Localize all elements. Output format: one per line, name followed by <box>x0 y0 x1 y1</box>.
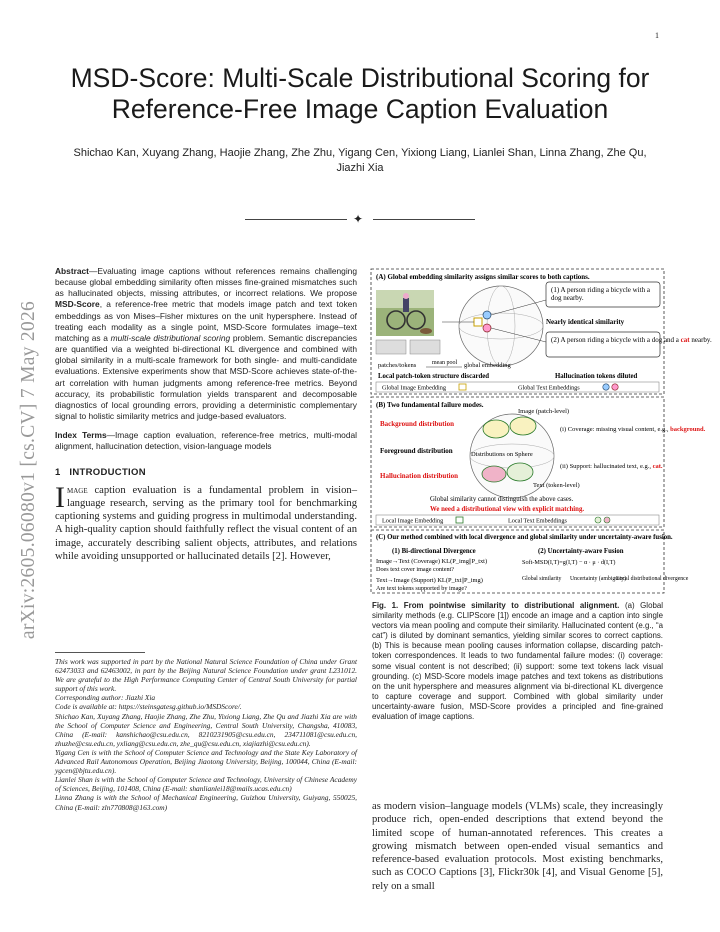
text-token-level-label: Text (token-level) <box>533 482 580 489</box>
photo-rider <box>403 298 409 312</box>
caption-1: (1) A person riding a bicycle with a dog nearby. <box>551 286 650 303</box>
local-discarded-label: Local patch-token structure discarded <box>378 373 490 380</box>
index-terms <box>55 430 357 452</box>
footnotes <box>55 657 357 812</box>
photo-dog <box>420 328 432 334</box>
legend-local-image-square-icon <box>456 517 463 523</box>
support-note: (ii) Support: hallucinated text, e.g., cat. <box>560 463 663 470</box>
abstract-text-1: —Evaluating image captions without references remains challenging because global embedding similarity often misses fine-grained mismatches such as hallucinated objects, missing attributes, or incorrect relations. We propose <box>55 266 357 299</box>
hallucination-cluster <box>482 466 506 482</box>
section-heading <box>55 467 357 478</box>
text-cluster <box>507 463 533 481</box>
image-patch-level-label: Image (patch-level) <box>518 408 570 415</box>
legend-image-square-icon <box>459 384 466 390</box>
text-doc-icon <box>410 340 440 354</box>
index-terms-label: Index Terms <box>55 430 107 441</box>
footnote-affiliation-ucas: Lianlei Shan is with the School of Computer Science and Technology, University of Chinese Academy of Sciences, Beijing, 101408, China (E-mail: shanlianlei18@mails.ucas.edu.cn) <box>55 775 357 794</box>
index-terms-text: —Image caption evaluation, reference-free metrics, multi-modal alignment, hallucination detection, vision-language models <box>55 430 358 452</box>
paper-title: MSD-Score: Multi-Scale Distributional Scoring for Reference-Free Image Caption Evaluation <box>70 63 650 124</box>
legend-text-a: Global Text Embeddings <box>518 384 580 392</box>
legend-text-circle-icon <box>612 384 618 390</box>
figure-caption <box>372 601 663 722</box>
legend-image-a: Global Image Embedding <box>382 384 446 392</box>
abstract <box>55 266 357 422</box>
background-distribution-label: Background distribution <box>380 420 454 428</box>
need-view-label: We need a distributional view with explicit matching. <box>430 506 585 513</box>
right-column-body: as modern vision–language models (VLMs) scale, they increasingly produce rich, open-ended descriptions that extend beyond the limited scope of human-annotated references. This creates a growing mismatch between open-ended visual semantics and reference-based evaluation protocols. Most existing benchmarks, such as COCO Captions [3], Flickr30k [4], and Visual Genome [5], rely on a small <box>372 801 663 892</box>
legend-local-text-circle-icon <box>595 517 601 523</box>
distributions-on-sphere-label: Distributions on Sphere <box>471 451 533 458</box>
page-number: 1 <box>655 31 659 40</box>
separator-line-right <box>373 219 475 220</box>
abstract-text-3: problem. Semantic discrepancies are quantified via a weighted bi-directional KL divergence and combined with global similarity in a multi-scale framework for both single- and multi-candidate evaluations. Extensive experiments show that MSD-Score achieves state-of-the-art correlation with human judgments among reference-free metrics. Beyond accuracy, its probabilistic formulation yields transparent and decomposable diagnostics of local grounding errors, providing a deterministic complementary signal to holistic similarity metrics and judge-based evaluators. <box>55 332 358 422</box>
footnote-code: Code is available at: https://steinsgatesg.github.io/MSDScore/. <box>55 702 242 712</box>
hallucinated-diluted-label: Hallucination tokens diluted <box>555 373 638 380</box>
text-doc-icon <box>376 340 406 354</box>
local-divergence-label: Local distributional divergence <box>616 576 689 582</box>
abstract-method-name: MSD-Score <box>55 299 100 310</box>
intro-text: caption evaluation is a fundamental problem in vision–language research, serving as the primary tool for benchmarking captioning systems and guiding progress in multimodal understanding. A high-quality caption should faithfully reflect the visual content of an image, accurately describing salient objects, attributes, and relations while avoiding unsupported or hallucinated details [2]. However, <box>55 484 357 562</box>
separator-line-left <box>245 219 347 220</box>
figure-1 <box>370 268 712 594</box>
fusion-title: (2) Uncertainty-aware Fusion <box>538 548 624 555</box>
global-embedding-label: global embedding <box>464 362 511 369</box>
arxiv-stamp <box>16 262 42 677</box>
global-text-point-2 <box>483 324 491 332</box>
caption-2: (2) A person riding a bicycle with a dog and a cat nearby. <box>551 336 712 344</box>
legend-image-b: Local Image Embedding <box>382 517 444 525</box>
legend-text-circle-icon <box>603 384 609 390</box>
intro-paragraph <box>55 480 357 564</box>
mean-pool-label: mean pool <box>432 360 458 366</box>
fusion-formula: Soft-MSD(I,T)=g(I,T) − α · μ · d(I,T) <box>522 559 616 566</box>
author-list: Shichao Kan, Xuyang Zhang, Haojie Zhang, Zhe Zhu, Yigang Cen, Yixiong Liang, Lianlei Shan, Linna Zhang, Zhe Qu, Jiazhi Xia <box>73 147 647 174</box>
footnote-corresponding: Corresponding author: Jiazhi Xia <box>55 693 156 703</box>
footnote-affiliation-csu: Shichao Kan, Xuyang Zhang, Haojie Zhang, Zhe Zhu, Yixiong Liang, Zhe Qu and Jiazhi Xia are with the School of Computer Science and Engineering, Central South University, Changsha, 410083, China (E-mail: kanshichao@csu.edu.cn, 8210231905@csu.edu.cn, 234711081@csu.edu.cn, zhuzhe@csu.edu.cn, yxliang@csu.edu.cn, zhe_qu@csu.edu.cn, xiajiazhi@csu.edu.cn). <box>55 711 357 748</box>
section-title: INTRODUCTION <box>69 466 146 478</box>
nearly-identical-label: Nearly identical similarity <box>546 318 625 326</box>
panel-b-title: (B) Two fundamental failure modes. <box>376 401 484 409</box>
support-formula: Text→Image (Support) KL(P_txt||P_img) <box>376 577 483 584</box>
footnote-affiliation-bjtu: Yigang Cen is with the School of Computer Science and Technology and the State Key Laboratory of Advanced Rail Autonomous Operation, Beijing Jiaotong University, Beijing, 100044, China (E-mail: ygcen@bjtu.edu.cn). <box>55 747 357 776</box>
foreground-cluster <box>510 417 536 435</box>
arxiv-stamp-text: arXiv:2605.06080v1 [cs.CV] 7 May 2026 <box>18 300 39 639</box>
global-image-point <box>474 318 482 326</box>
figure-caption-label: Fig. 1. <box>372 601 399 610</box>
section-number: 1 <box>55 466 61 478</box>
photo-rider-head <box>403 293 409 299</box>
legend-local-text-circle-icon <box>604 517 610 523</box>
panel-c-title: (C) Our method combined with local divergence and global similarity under uncertainty-aware fusion. <box>376 534 673 541</box>
uncertainty-label: Uncertainty (ambiguity) <box>570 576 627 582</box>
coverage-formula: Image→Text (Coverage) KL(P_img||P_txt) <box>376 558 488 565</box>
intro-first-word: mage <box>67 484 88 496</box>
title-separator <box>245 213 475 225</box>
abstract-label: Abstract <box>55 266 89 276</box>
patches-tokens-label: patches/tokens <box>378 362 417 369</box>
footnote-affiliation-gzu: Linna Zhang is with the School of Mechanical Engineering, Guizhou University, Guiyang, 550025, China (E-mail: zln770808@163.com) <box>55 793 357 812</box>
global-text-point-1 <box>483 311 491 319</box>
legend-text-b: Local Text Embeddings <box>508 517 567 525</box>
foreground-distribution-label: Foreground distribution <box>380 447 453 455</box>
background-cluster <box>483 420 509 438</box>
figure-caption-bold: From pointwise similarity to distributional alignment. <box>403 601 620 610</box>
coverage-question: Does text cover image content? <box>376 566 454 573</box>
drop-cap: I <box>55 480 65 514</box>
footnote-rule <box>55 652 145 653</box>
hypersphere <box>459 286 543 366</box>
footnote-funding: This work was supported in part by the National Natural Science Foundation of China under Grant 62473033 and 62463002, in part by the Beijing Natural Science Foundation under grant L231012. We are grateful to the High Performance Computing Center of Central South University for partial support of this work. <box>55 657 357 694</box>
panel-a-title: (A) Global embedding similarity assigns similar scores to both captions. <box>376 273 590 281</box>
separator-star-icon: ✦ <box>353 212 364 226</box>
abstract-emphasis: multi-scale distributional scoring <box>110 332 231 343</box>
global-sim-label: Global similarity <box>522 576 562 582</box>
coverage-note: (i) Coverage: missing visual content, e.g., background. <box>560 426 706 433</box>
bi-divergence-title: (1) Bi-directional Divergence <box>392 548 476 555</box>
figure-caption-text: (a) Global similarity methods (e.g. CLIPScore [1]) encode an image and a caption into single vectors via mean pooling and compute their similarity. Hallucinated content (e.g., “a cat”) is diluted by dominant semantics, yielding similar scores to correct captions. (b) This is because mean pooling causes information collapse, discarding patch-token correspondences. It leads to two fundamental failure modes: (i) coverage: some visual content is not described; (ii) support: some text tokens lack visual grounding. (c) MSD-Score models image patches and text tokens as distributions on the unit hypersphere and measures alignment via bi-directional KL divergence to capture coverage and support. Combined with global similarity under uncertainty-aware fusion, MSD-Score provides a principled and fine-grained evaluation of image captions. <box>372 601 663 722</box>
support-question: Are text tokens supported by image? <box>376 585 467 592</box>
global-cannot-label: Global similarity cannot distinguish the above cases. <box>430 496 574 503</box>
abstract-text-2: , a reference-free metric that models image patch and text token embeddings as von Mises–Fisher mixtures on the unit hypersphere. Instead of treating each modality as a single point, MSD-Score formulates image–text matching as a <box>55 299 357 343</box>
hallucination-distribution-label: Hallucination distribution <box>380 472 458 480</box>
